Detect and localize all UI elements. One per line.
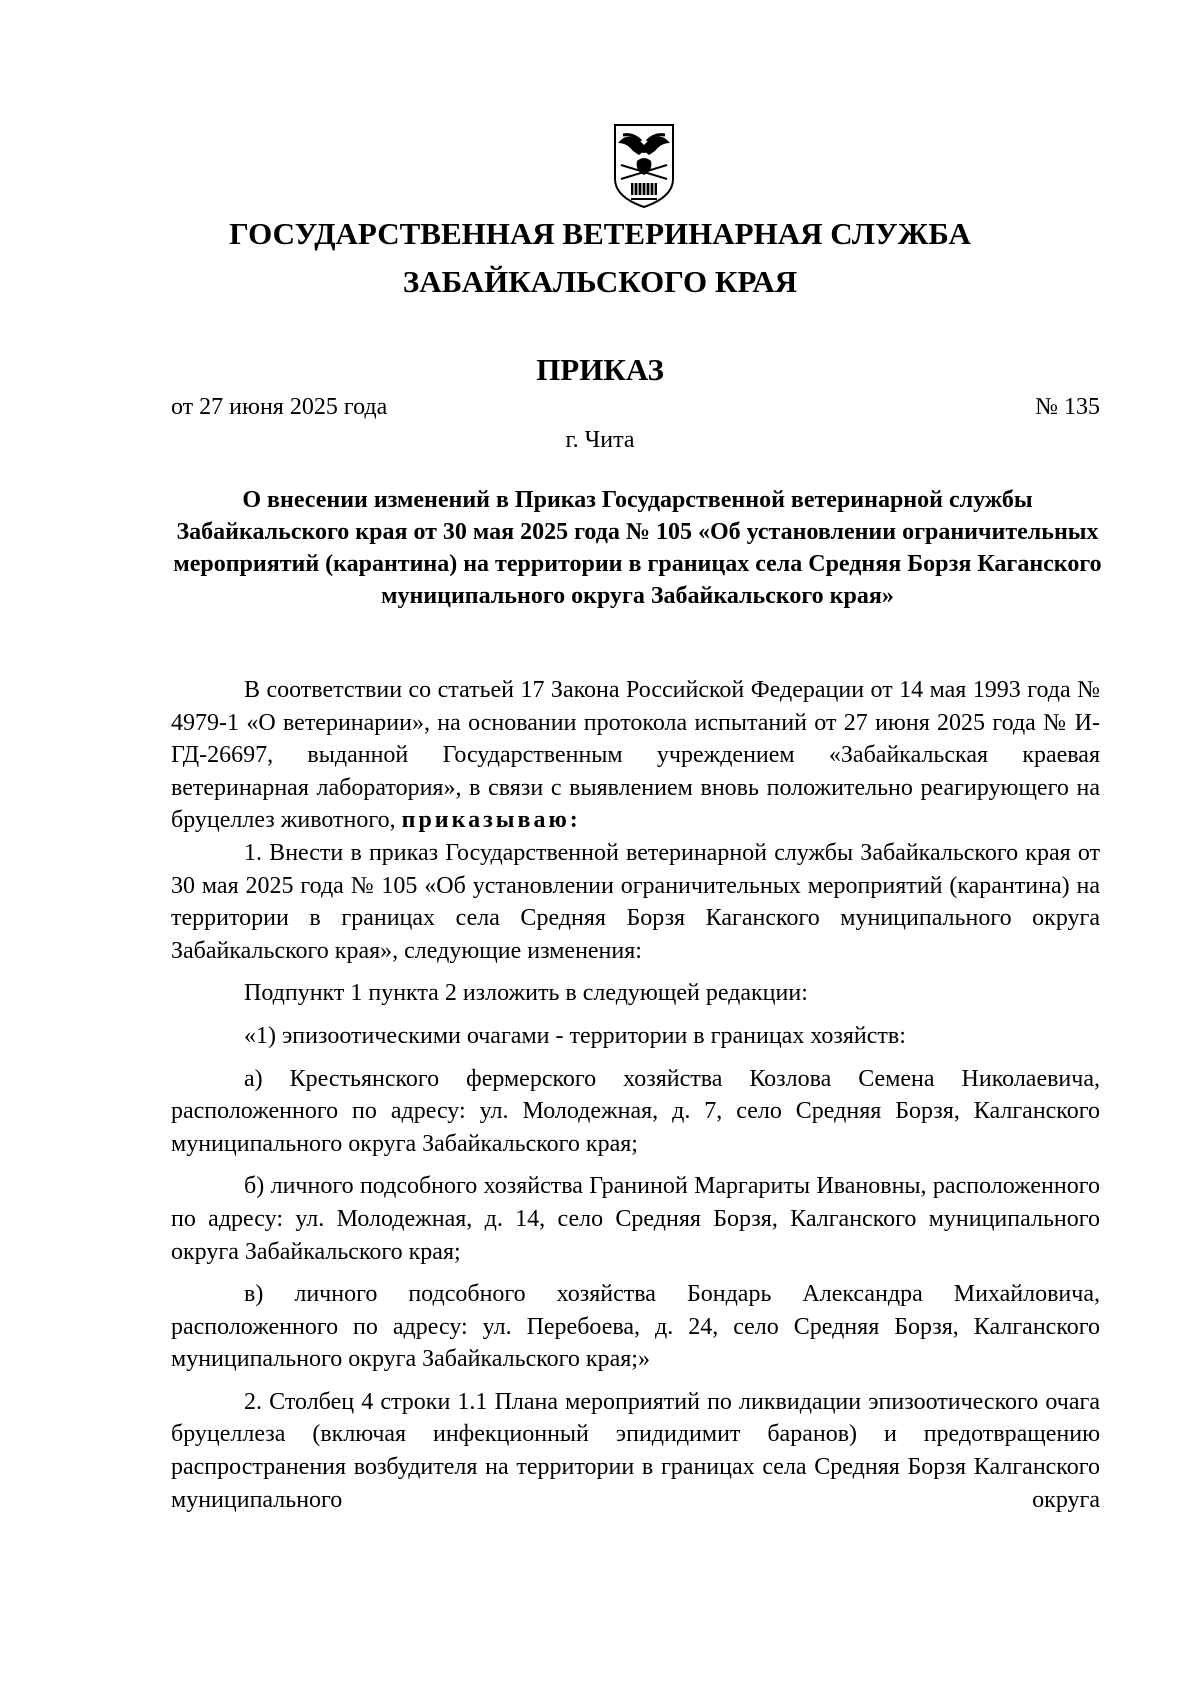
document-type: ПРИКАЗ bbox=[536, 352, 664, 387]
document-body bbox=[171, 674, 1100, 1516]
document-number: № 135 bbox=[1035, 394, 1100, 420]
document-city: г. Чита bbox=[565, 427, 635, 453]
item-b-paragraph: б) личного подсобного хозяйства Граниной Маргариты Ивановны, расположенного по адресу: ул. Молодежная, д. 14, село Средняя Борзя, Калганского муниципального округа Забайкальского края; bbox=[171, 1173, 1100, 1265]
order-word: приказываю: bbox=[401, 807, 581, 834]
org-name-line1: ГОСУДАРСТВЕННАЯ ВЕТЕРИНАРНАЯ СЛУЖБА bbox=[229, 216, 971, 251]
preamble-paragraph bbox=[171, 674, 1100, 837]
subpoint-paragraph: Подпункт 1 пункта 2 изложить в следующей редакции: bbox=[244, 980, 808, 1007]
preamble-text: В соответствии со статьей 17 Закона Российской Федерации от 14 мая 1993 года № 4979-1 «О ветеринарии», на основании протокола испытаний от 27 июня 2025 года № И-ГД-26697, выданной Государственным учреждением «Забайкальская краевая ветеринарная лаборатория», в связи с выявлением вновь положительно реагирующего на бруцеллез животного, bbox=[171, 677, 1100, 834]
org-name-line2: ЗАБАЙКАЛЬСКОГО КРАЯ bbox=[402, 264, 798, 299]
item-c-paragraph: в) личного подсобного хозяйства Бондарь Александра Михайловича, расположенного по адресу: ул. Перебоева, д. 24, село Средняя Борзя, Калганского муниципального округа Забайкальского края;» bbox=[171, 1281, 1100, 1373]
item-1-paragraph: 1. Внести в приказ Государственной ветеринарной службы Забайкальского края от 30 мая 2025 года № 105 «Об установлении ограничительных мероприятий (карантина) на территории в границах села Средняя Борзя Каганского муниципального округа Забайкальского края», следующие изменения: bbox=[171, 839, 1100, 964]
organization-name bbox=[120, 210, 1080, 306]
document-date: от 27 июня 2025 года bbox=[171, 394, 388, 420]
document-title: О внесении изменений в Приказ Государственной ветеринарной службы Забайкальского края от 30 мая 2025 года № 105 «Об установлении ограничительных мероприятий (карантина) на территории в границах села Средняя Борзя Каганского муниципального округа Забайкальского края» bbox=[173, 487, 1102, 609]
item-2-paragraph: 2. Столбец 4 строки 1.1 Плана мероприятий по ликвидации эпизоотического очага бруцеллеза (включая инфекционный эпидидимит баранов) и предотвращению распространения возбудителя на территории в границах села Средняя Борзя Калганского муниципального округа bbox=[171, 1388, 1100, 1513]
quote-intro-paragraph: «1) эпизоотическими очагами - территории в границах хозяйств: bbox=[244, 1022, 906, 1049]
coat-of-arms-emblem-icon bbox=[609, 121, 679, 209]
item-a-paragraph: а) Крестьянского фермерского хозяйства Козлова Семена Николаевича, расположенного по адресу: ул. Молодежная, д. 7, село Средняя Борзя, Калганского муниципального округа Забайкальского края; bbox=[171, 1065, 1100, 1157]
